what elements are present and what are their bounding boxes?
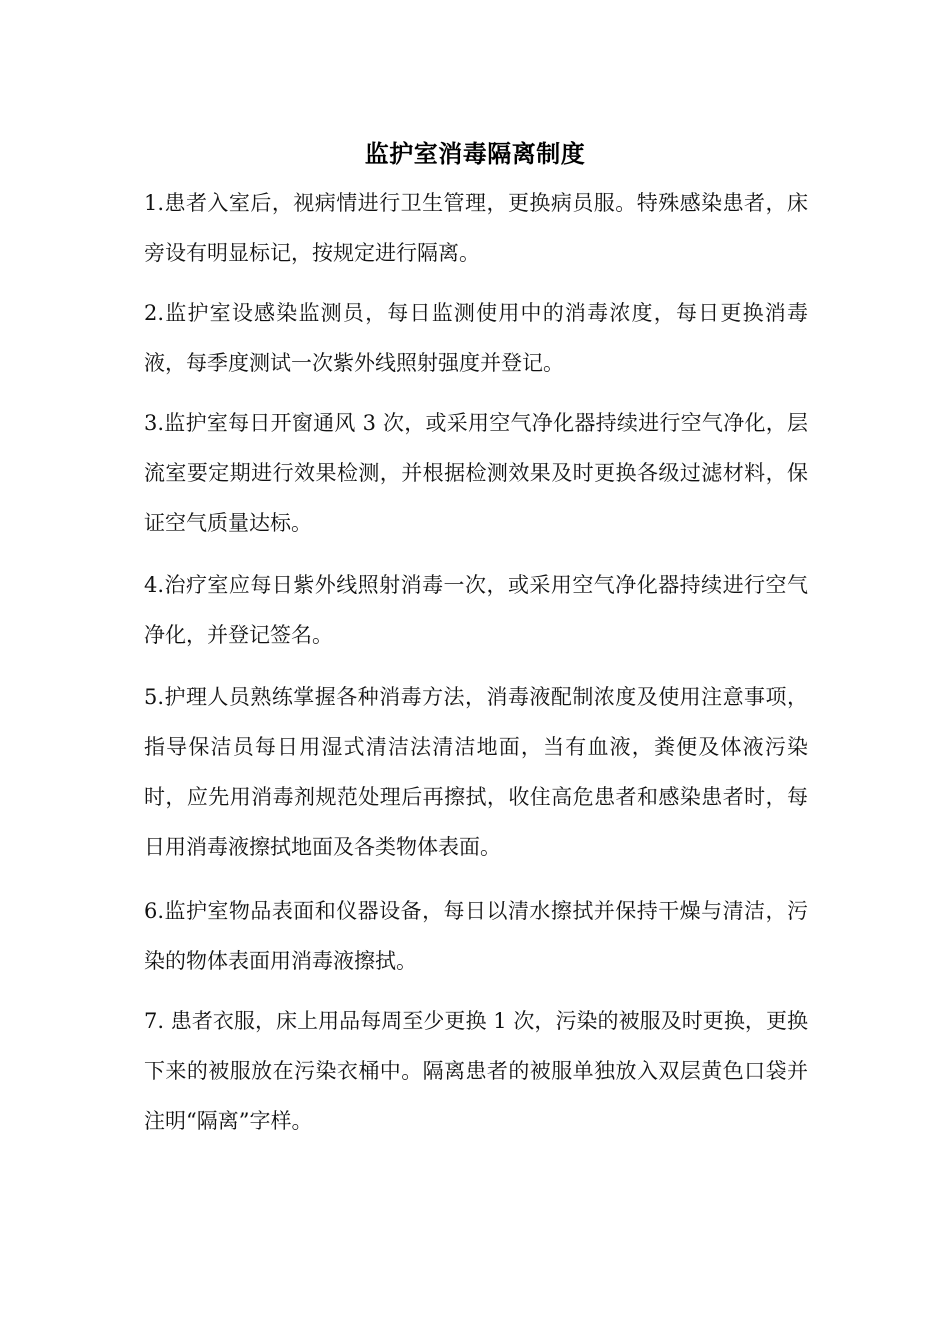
- paragraph-1: 1.患者入室后，视病情进行卫生管理，更换病员服。特殊感染患者，床旁设有明显标记，按规定进行隔离。: [144, 191, 808, 265]
- paragraph-6: 6.监护室物品表面和仪器设备，每日以清水擦拭并保持干燥与清洁，污染的物体表面用消毒液擦拭。: [144, 899, 808, 973]
- paragraph-2: 2.监护室设感染监测员，每日监测使用中的消毒浓度，每日更换消毒液，每季度测试一次紫外线照射强度并登记。: [144, 301, 808, 375]
- document-title: 监护室消毒隔离制度: [364, 139, 586, 169]
- paragraph-7: 7. 患者衣服，床上用品每周至少更换 1 次，污染的被服及时更换，更换下来的被服放在污染衣桶中。隔离患者的被服单独放入双层黄色口袋并注明“隔离”字样。: [144, 1009, 808, 1133]
- paragraph-4: 4.治疗室应每日紫外线照射消毒一次，或采用空气净化器持续进行空气净化，并登记签名。: [144, 573, 808, 647]
- paragraph-5: 5.护理人员熟练掌握各种消毒方法，消毒液配制浓度及使用注意事项，指导保洁员每日用湿式清洁法清洁地面，当有血液，粪便及体液污染时，应先用消毒剂规范处理后再擦拭，收住高危患者和感染患者时，每日用消毒液擦拭地面及各类物体表面。: [144, 685, 808, 859]
- paragraph-3: 3.监护室每日开窗通风 3 次，或采用空气净化器持续进行空气净化，层流室要定期进行效果检测，并根据检测效果及时更换各级过滤材料，保证空气质量达标。: [144, 411, 808, 535]
